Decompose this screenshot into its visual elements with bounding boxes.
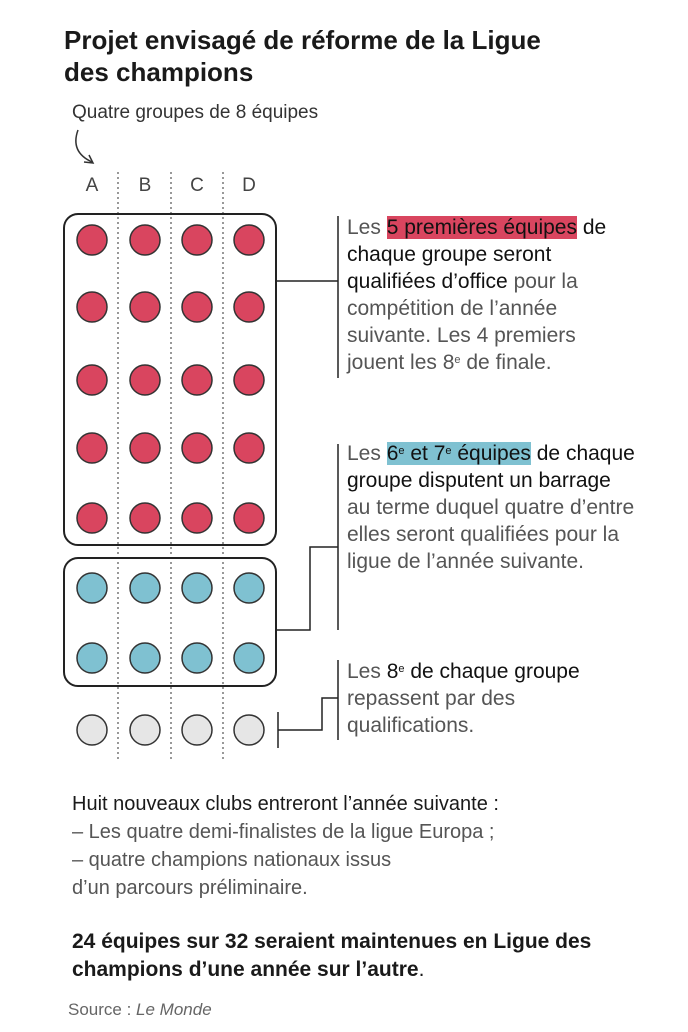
eliminated-team-dot [234, 715, 264, 745]
highlight-qualified: 5 premières équipes [386, 216, 577, 239]
qualified-team-dot [130, 225, 160, 255]
eliminated-team-dot [130, 715, 160, 745]
highlight-playoff: 6e et 7e équipes [386, 442, 531, 465]
playoff-team-dot [182, 643, 212, 673]
conclusion-text: 24 équipes sur 32 seraient maintenues en Ligue des champions d’une année sur l’autre. [72, 930, 592, 981]
qualified-team-dot [77, 365, 107, 395]
qualified-team-dot [77, 225, 107, 255]
qualified-team-dot [130, 365, 160, 395]
new-clubs-lead: Huit nouveaux clubs entreront l’année suivante : [72, 793, 499, 815]
new-clubs-text [72, 790, 652, 902]
group-label-c: C [190, 175, 204, 196]
note-qualified: Les 5 premières équipes de chaque groupe seront qualifiées d’office pour la compétition de l’année suivante. Les 4 premiers jouent les 8e de finale. [347, 216, 607, 374]
qualified-team-dot [234, 292, 264, 322]
qualified-team-dot [182, 292, 212, 322]
playoff-team-dot [77, 573, 107, 603]
playoff-team-dot [77, 643, 107, 673]
playoff-team-dot [130, 573, 160, 603]
new-clubs-line: – quatre champions nationaux issus [72, 849, 392, 871]
qualified-team-dot [77, 433, 107, 463]
group-label-b: B [138, 175, 152, 196]
qualified-team-dot [234, 365, 264, 395]
qualified-team-dot [234, 225, 264, 255]
qualified-team-dot [77, 292, 107, 322]
source-credit: Source : Le Monde [68, 1000, 212, 1019]
playoff-team-dot [130, 643, 160, 673]
page-title: Projet envisagé de réforme de la Ligue des champions [64, 25, 541, 87]
connector-qualified [276, 216, 338, 378]
eliminated-team-dot [77, 715, 107, 745]
new-clubs-line: d’un parcours préliminaire. [72, 877, 308, 899]
qualified-team-dot [130, 292, 160, 322]
qualified-team-dot [77, 503, 107, 533]
group-label-a: A [85, 175, 99, 196]
qualified-team-dot [130, 503, 160, 533]
playoff-team-dot [234, 643, 264, 673]
qualified-team-dot [234, 433, 264, 463]
playoff-team-dot [182, 573, 212, 603]
connector-eliminated [278, 660, 338, 748]
connector-playoff [276, 444, 338, 630]
qualified-team-dot [182, 365, 212, 395]
note-eliminated: Les 8e de chaque groupe repassent par des qualifications. [347, 660, 580, 737]
qualified-team-dot [234, 503, 264, 533]
new-clubs-line: – Les quatre demi-finalistes de la ligue Europa ; [72, 821, 495, 843]
qualified-team-dot [130, 433, 160, 463]
note-playoff: Les 6e et 7e équipes de chaque groupe disputent un barrage au terme duquel quatre d’entre elles seront qualifiées pour la ligue de l’année suivante. [347, 442, 635, 573]
qualified-team-dot [182, 433, 212, 463]
group-label-d: D [242, 175, 256, 196]
eliminated-team-dot [182, 715, 212, 745]
groups-caption: Quatre groupes de 8 équipes [72, 102, 319, 123]
playoff-team-dot [234, 573, 264, 603]
qualified-team-dot [182, 225, 212, 255]
qualified-team-dot [182, 503, 212, 533]
